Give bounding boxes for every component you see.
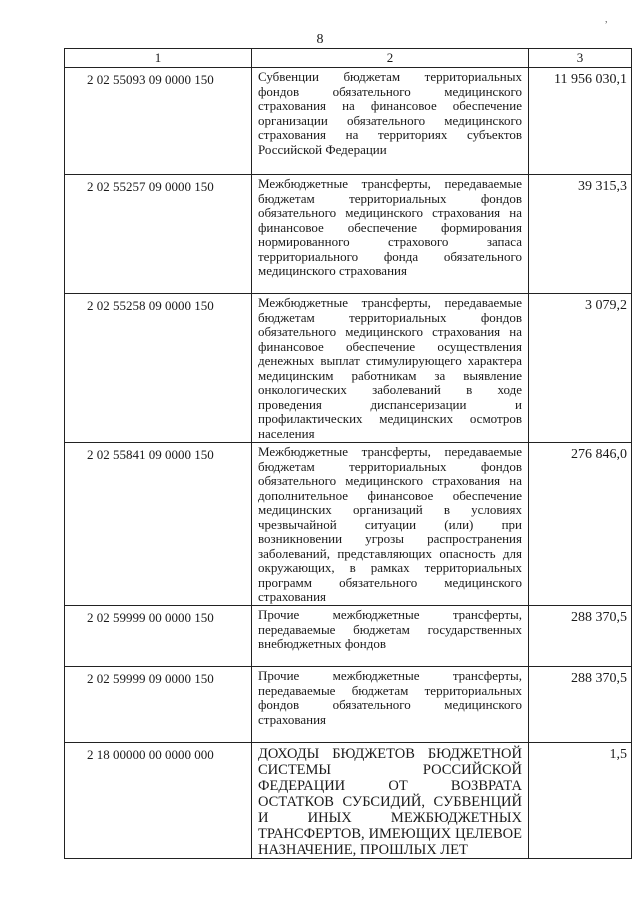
row-amount: 1,5 <box>529 743 632 859</box>
row-description: Прочие межбюджетные трансферты, передаваемые бюджетам государственных внебюджетных фондов <box>252 606 529 667</box>
row-description: ДОХОДЫ БЮДЖЕТОВ БЮДЖЕТНОЙ СИСТЕМЫ РОССИЙСКОЙ ФЕДЕРАЦИИ ОТ ВОЗВРАТА ОСТАТКОВ СУБСИДИЙ, СУБВЕНЦИЙ И ИНЫХ МЕЖБЮДЖЕТНЫХ ТРАНСФЕРТОВ, ИМЕЮЩИХ ЦЕЛЕВОЕ НАЗНАЧЕНИЕ, ПРОШЛЫХ ЛЕТ <box>252 743 529 859</box>
table-row <box>65 175 632 294</box>
revenue-table <box>64 48 632 859</box>
table-row <box>65 667 632 743</box>
row-description: Прочие межбюджетные трансферты, передаваемые бюджетам территориальных фондов обязательного медицинского страхования <box>252 667 529 743</box>
column-header-code: 1 <box>65 49 252 68</box>
row-amount: 3 079,2 <box>529 294 632 443</box>
table-row <box>65 743 632 859</box>
row-amount: 288 370,5 <box>529 667 632 743</box>
row-description: Межбюджетные трансферты, передаваемые бюджетам территориальных фондов обязательного медицинского страхования на дополнительное финансовое обеспечение медицинских организаций в условиях чрезвычайной ситуации (или) при возникновении угрозы распространения заболеваний, представляющих опасность для окружающих, в рамках территориальных программ обязательного медицинского страхования <box>252 443 529 606</box>
table-row <box>65 68 632 175</box>
row-code: 2 02 55258 09 0000 150 <box>65 294 252 443</box>
row-code: 2 18 00000 00 0000 000 <box>65 743 252 859</box>
row-code: 2 02 55257 09 0000 150 <box>65 175 252 294</box>
row-code: 2 02 59999 00 0000 150 <box>65 606 252 667</box>
row-amount: 39 315,3 <box>529 175 632 294</box>
corner-mark: , <box>605 14 608 25</box>
row-description: Межбюджетные трансферты, передаваемые бюджетам территориальных фондов обязательного медицинского страхования на финансовое обеспечение осуществления денежных выплат стимулирующего характера медицинским работникам за выявление онкологических заболеваний в ходе проведения диспансеризации и профилактических медицинских осмотров населения <box>252 294 529 443</box>
column-header-description: 2 <box>252 49 529 68</box>
table-row <box>65 294 632 443</box>
row-amount: 11 956 030,1 <box>529 68 632 175</box>
row-amount: 276 846,0 <box>529 443 632 606</box>
table-row <box>65 606 632 667</box>
column-header-amount: 3 <box>529 49 632 68</box>
row-code: 2 02 55093 09 0000 150 <box>65 68 252 175</box>
table-header-row <box>65 49 632 68</box>
row-code: 2 02 59999 09 0000 150 <box>65 667 252 743</box>
row-code: 2 02 55841 09 0000 150 <box>65 443 252 606</box>
row-amount: 288 370,5 <box>529 606 632 667</box>
row-description: Субвенции бюджетам территориальных фондов обязательного медицинского страхования на финансовое обеспечение организации обязательного медицинского страхования на территориях субъектов Российской Федерации <box>252 68 529 175</box>
page-number: 8 <box>316 32 324 47</box>
row-description: Межбюджетные трансферты, передаваемые бюджетам территориальных фондов обязательного медицинского страхования на финансовое обеспечение формирования нормированного страхового запаса территориального фонда обязательного медицинского страхования <box>252 175 529 294</box>
table-row <box>65 443 632 606</box>
